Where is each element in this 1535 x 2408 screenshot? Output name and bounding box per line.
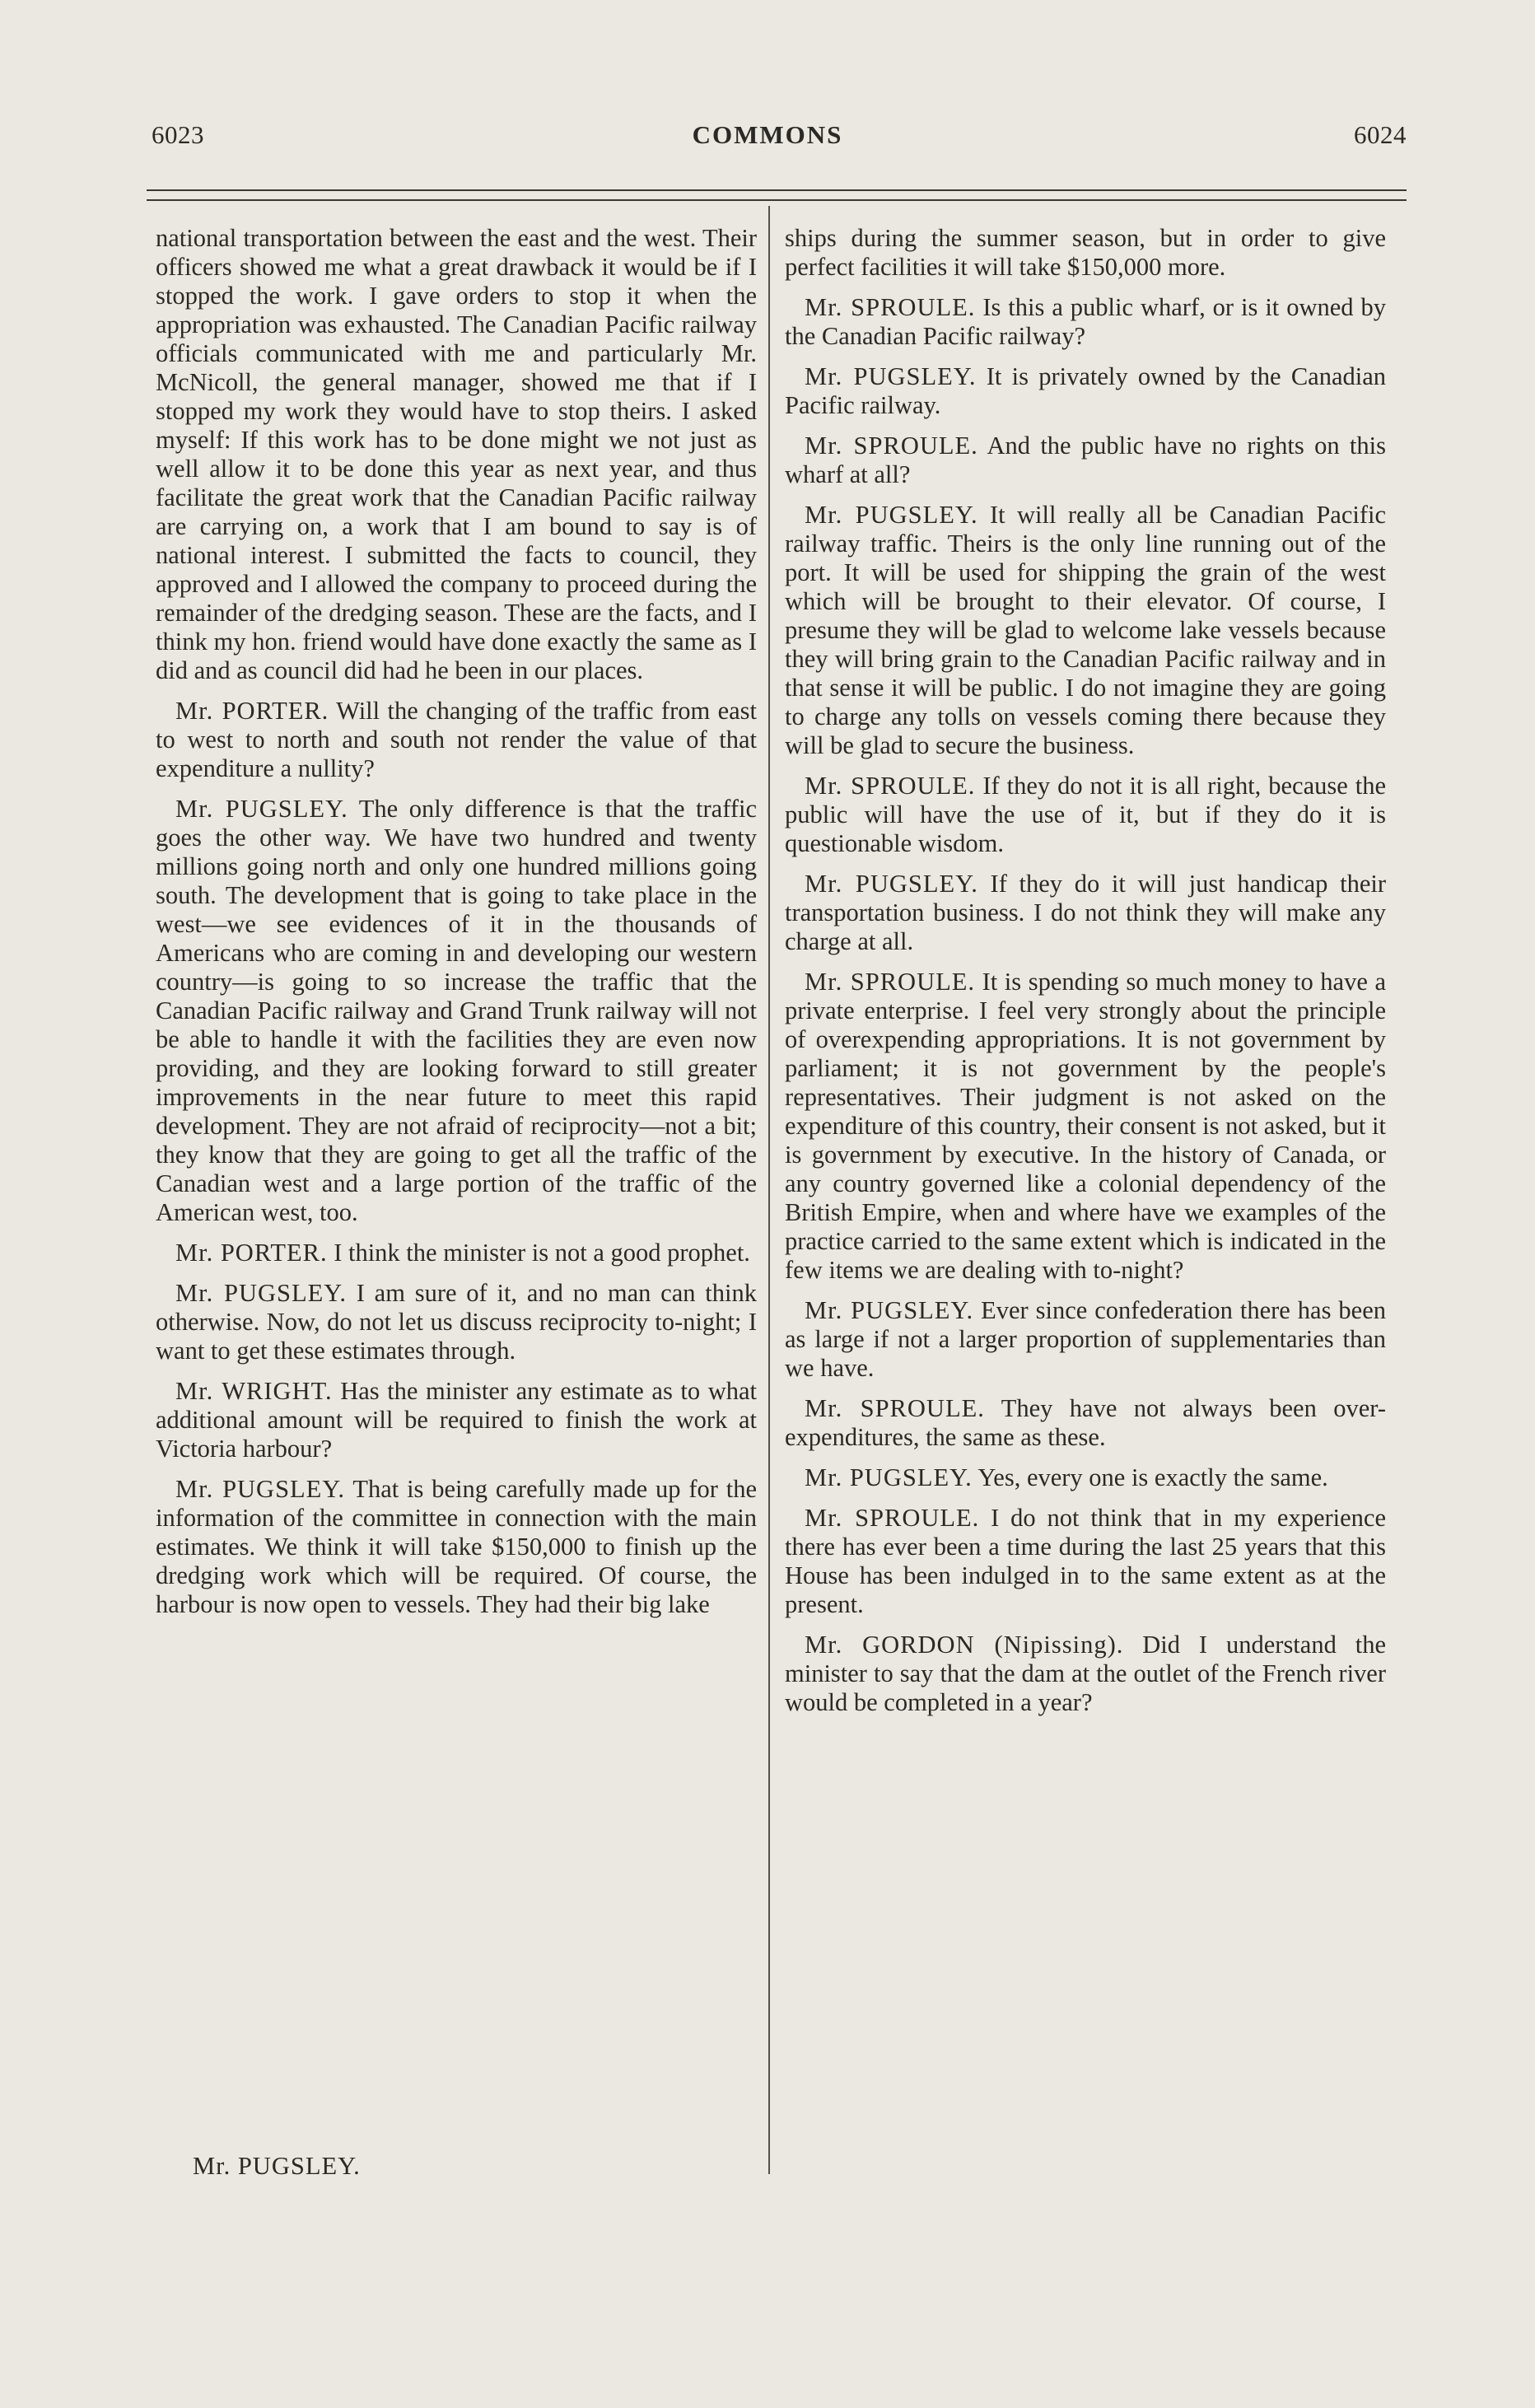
- paragraph: [156, 697, 757, 783]
- paragraph: [785, 224, 1386, 282]
- paragraph-text: Will the changing of the traffic from east to west to north and south not render the value of that expenditure a nullity?: [156, 697, 757, 782]
- paragraph: [785, 501, 1386, 760]
- paragraph-text: Did I understand the minister to say that the dam at the outlet of the French river would be completed in a year?: [785, 1631, 1386, 1716]
- page-number-left: 6023: [152, 120, 204, 149]
- paragraph: [156, 1239, 757, 1267]
- paragraph-text: And the public have no rights on this wharf at all?: [785, 432, 1386, 488]
- paragraph: [785, 1631, 1386, 1717]
- paragraph-text: The only difference is that the traffic goes the other way. We have two hundred and twenty millions going north and only one hundred millions going south. The development that is going to take place in the west—we see evidences of it in the thousands of Americans who are coming in and developing our western country—is going to so increase the traffic that the Canadian Pacific railway and Grand Trunk railway will not be able to handle it with the facilities they are even now providing, and they are looking forward to still greater improvements in the near future to meet this rapid development. They are not afraid of reciprocity—not a bit; they know that they are going to get all the traffic of the Canadian west and a large portion of the traffic of the American west, too.: [156, 795, 757, 1226]
- paragraph-text: national transportation between the east and the west. Their officers showed me what a great drawback it would be if I stopped the work. I gave orders to stop it when the appropriation was exhausted. The Canadian Pacific railway officials communicated with me and particularly Mr. McNicoll, the general manager, showed me that if I stopped my work they would have to stop theirs. I asked myself: If this work has to be done might we not just as well allow it to be done this year as next year, and thus facilitate the great work that the Canadian Pacific railway are carrying on, a work that I am bound to say is of national interest. I submitted the facts to council, they approved and I allowed the company to proceed during the remainder of the dredging season. These are the facts, and I think my hon. friend would have done exactly the same as I did and as council did had he been in our places.: [156, 224, 757, 684]
- page-number-right: 6024: [1354, 120, 1407, 149]
- paragraph-text: I do not think that in my experience there has ever been a time during the last 25 years that this House has been indulged in to the same extent as at the present.: [785, 1504, 1386, 1618]
- header-rule-bottom: [147, 199, 1407, 201]
- paragraph-text: If they do it will just handicap their transportation business. I do not think they will make any charge at all.: [785, 870, 1386, 955]
- speaker-name: Mr. PUGSLEY.: [175, 1279, 347, 1307]
- column-divider: [768, 206, 770, 2174]
- speaker-name: Mr. SPROULE.: [805, 293, 976, 321]
- paragraph: [785, 362, 1386, 420]
- speaker-name: Mr. PORTER.: [175, 697, 329, 725]
- paragraph-text: It is spending so much money to have a private enterprise. I feel very strongly about the principle of overexpending appropriations. It is not government by parliament; it is not government by the people's representatives. Their judgment is not asked on the expenditure of this country, their consent is not asked, but it is government by executive. In the history of Canada, or any country governed like a colonial dependency of the British Empire, when and where have we examples of the practice carried to the same extent which is indicated in the few items we are dealing with to-night?: [785, 968, 1386, 1284]
- speaker-name: Mr. PUGSLEY.: [805, 501, 978, 529]
- speaker-name: Mr. PUGSLEY.: [175, 1475, 346, 1503]
- speaker-name: Mr. SPROULE.: [805, 968, 975, 996]
- paragraph: [785, 968, 1386, 1285]
- page-title: COMMONS: [692, 120, 843, 149]
- paragraph: [156, 1279, 757, 1365]
- paragraph: [785, 1463, 1386, 1492]
- paragraph: [785, 1296, 1386, 1383]
- speaker-name: Mr. SPROULE.: [805, 1394, 985, 1422]
- speaker-name: Mr. PUGSLEY.: [175, 795, 348, 823]
- paragraph-text: They have not always been over-expenditures, the same as these.: [785, 1394, 1386, 1451]
- paragraph-text: I am sure of it, and no man can think otherwise. Now, do not let us discuss reciprocity to-night; I want to get these estimates through.: [156, 1279, 757, 1365]
- paragraph-text: ships during the summer season, but in order to give perfect facilities it will take $150,000 more.: [785, 224, 1386, 281]
- paragraph-text: Is this a public wharf, or is it owned by the Canadian Pacific railway?: [785, 293, 1386, 350]
- paragraph-text: Has the minister any estimate as to what additional amount will be required to finish the work at Victoria harbour?: [156, 1377, 758, 1463]
- page-footer-speaker: Mr. PUGSLEY.: [193, 2152, 361, 2180]
- paragraph: [156, 1377, 757, 1463]
- paragraph: [785, 432, 1386, 489]
- speaker-name: Mr. PUGSLEY.: [805, 870, 978, 898]
- paragraph: [785, 772, 1386, 858]
- paragraph: [156, 224, 757, 685]
- speaker-name: Mr. PUGSLEY.: [805, 362, 977, 390]
- paragraph: [785, 293, 1386, 351]
- paragraph-text: I think the minister is not a good prophet.: [334, 1239, 750, 1267]
- paragraph: [156, 795, 757, 1227]
- header-rule-top: [147, 189, 1407, 191]
- speaker-name: Mr. SPROULE.: [805, 772, 976, 800]
- right-column: [785, 224, 1386, 1729]
- paragraph-text: It is privately owned by the Canadian Pacific railway.: [785, 362, 1386, 419]
- paragraph-text: That is being carefully made up for the information of the committee in connection with the main estimates. We think it will take $150,000 to finish up the dredging work which will be required. Of course, the harbour is now open to vessels. They had their big lake: [156, 1475, 757, 1618]
- paragraph: [785, 870, 1386, 956]
- left-column: [156, 224, 757, 1631]
- paragraph-text: If they do not it is all right, because the public will have the use of it, but if they do it is questionable wisdom.: [785, 772, 1386, 857]
- speaker-name: Mr. WRIGHT.: [175, 1377, 333, 1405]
- speaker-name: Mr. PORTER.: [175, 1239, 328, 1267]
- paragraph: [785, 1394, 1386, 1452]
- speaker-name: Mr. SPROULE.: [805, 432, 978, 460]
- speaker-name: Mr. SPROULE.: [805, 1504, 980, 1532]
- speaker-name: Mr. PUGSLEY.: [805, 1296, 974, 1324]
- paragraph-text: It will really all be Canadian Pacific railway traffic. Theirs is the only line running out of the port. It will be used for shipping the grain of the west which will be brought to their elevator. Of course, I presume they will be glad to welcome lake vessels because they will bring grain to the Canadian Pacific railway and in that sense it will be public. I do not imagine they are going to charge any tolls on vessels coming there because they will be glad to secure the business.: [785, 501, 1387, 759]
- speaker-name: Mr. PUGSLEY.: [805, 1463, 973, 1491]
- speaker-name: Mr. GORDON (Nipissing).: [805, 1631, 1124, 1659]
- paragraph-text: Ever since confederation there has been as large if not a larger proportion of supplementaries than we have.: [785, 1296, 1386, 1382]
- paragraph-text: Yes, every one is exactly the same.: [977, 1463, 1328, 1491]
- paragraph: [156, 1475, 757, 1619]
- paragraph: [785, 1504, 1386, 1619]
